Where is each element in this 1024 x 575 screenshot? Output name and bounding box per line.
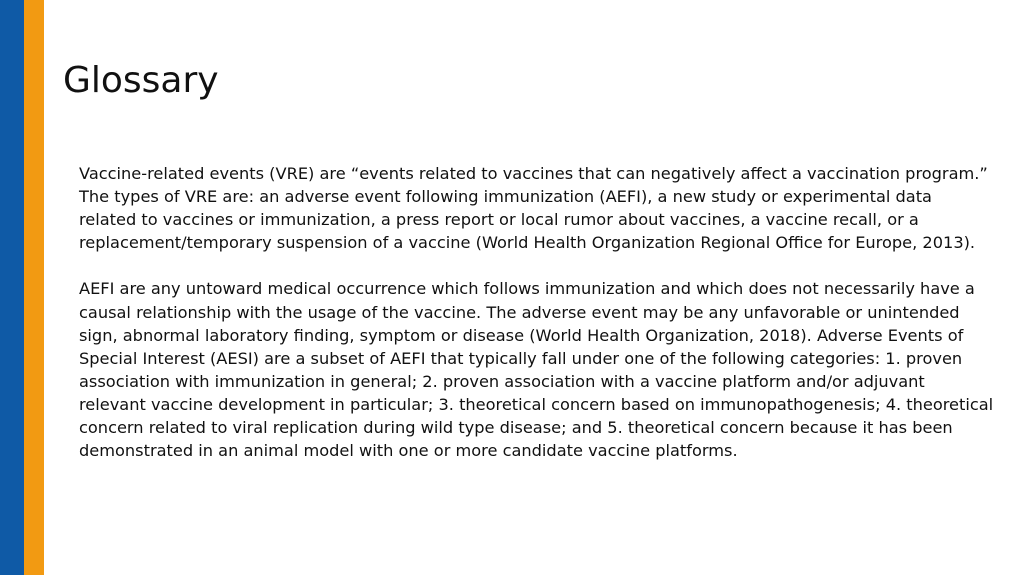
paragraph-vre-definition: Vaccine-related events (VRE) are “events related to vaccines that can negatively affect a vaccination program.” The types of VRE are: an adverse event following immunization (AEFI), a new study or experimental data related to vaccines or immunization, a press report or local rumor about vaccines, a vaccine recall, or a replacement/temporary suspension of a vaccine (World Health Organization Regional Office for Europe, 2013).: [79, 164, 988, 253]
slide-title: Glossary: [63, 60, 219, 101]
accent-bar-orange: [24, 0, 44, 575]
paragraph-aefi-definition: AEFI are any untoward medical occurrence which follows immunization and which does not necessarily have a causal relationship with the usage of the vaccine. The adverse event may be any unfavorable or unintended sign, abnormal laboratory finding, symptom or disease (World Health Organization, 2018). Adverse Events of Special Interest (AESI) are a subset of AEFI that typically fall under one of the following categories: 1. proven association with immunization in general; 2. proven association with a vaccine platform and/or adjuvant relevant vaccine development in particular; 3. theoretical concern based on immunopathogenesis; 4. theoretical concern related to viral replication during wild type disease; and 5. theoretical concern because it has been demonstrated in an animal model with one or more candidate vaccine platforms.: [79, 279, 994, 461]
accent-bar-blue: [0, 0, 24, 575]
slide-body: [79, 162, 994, 462]
